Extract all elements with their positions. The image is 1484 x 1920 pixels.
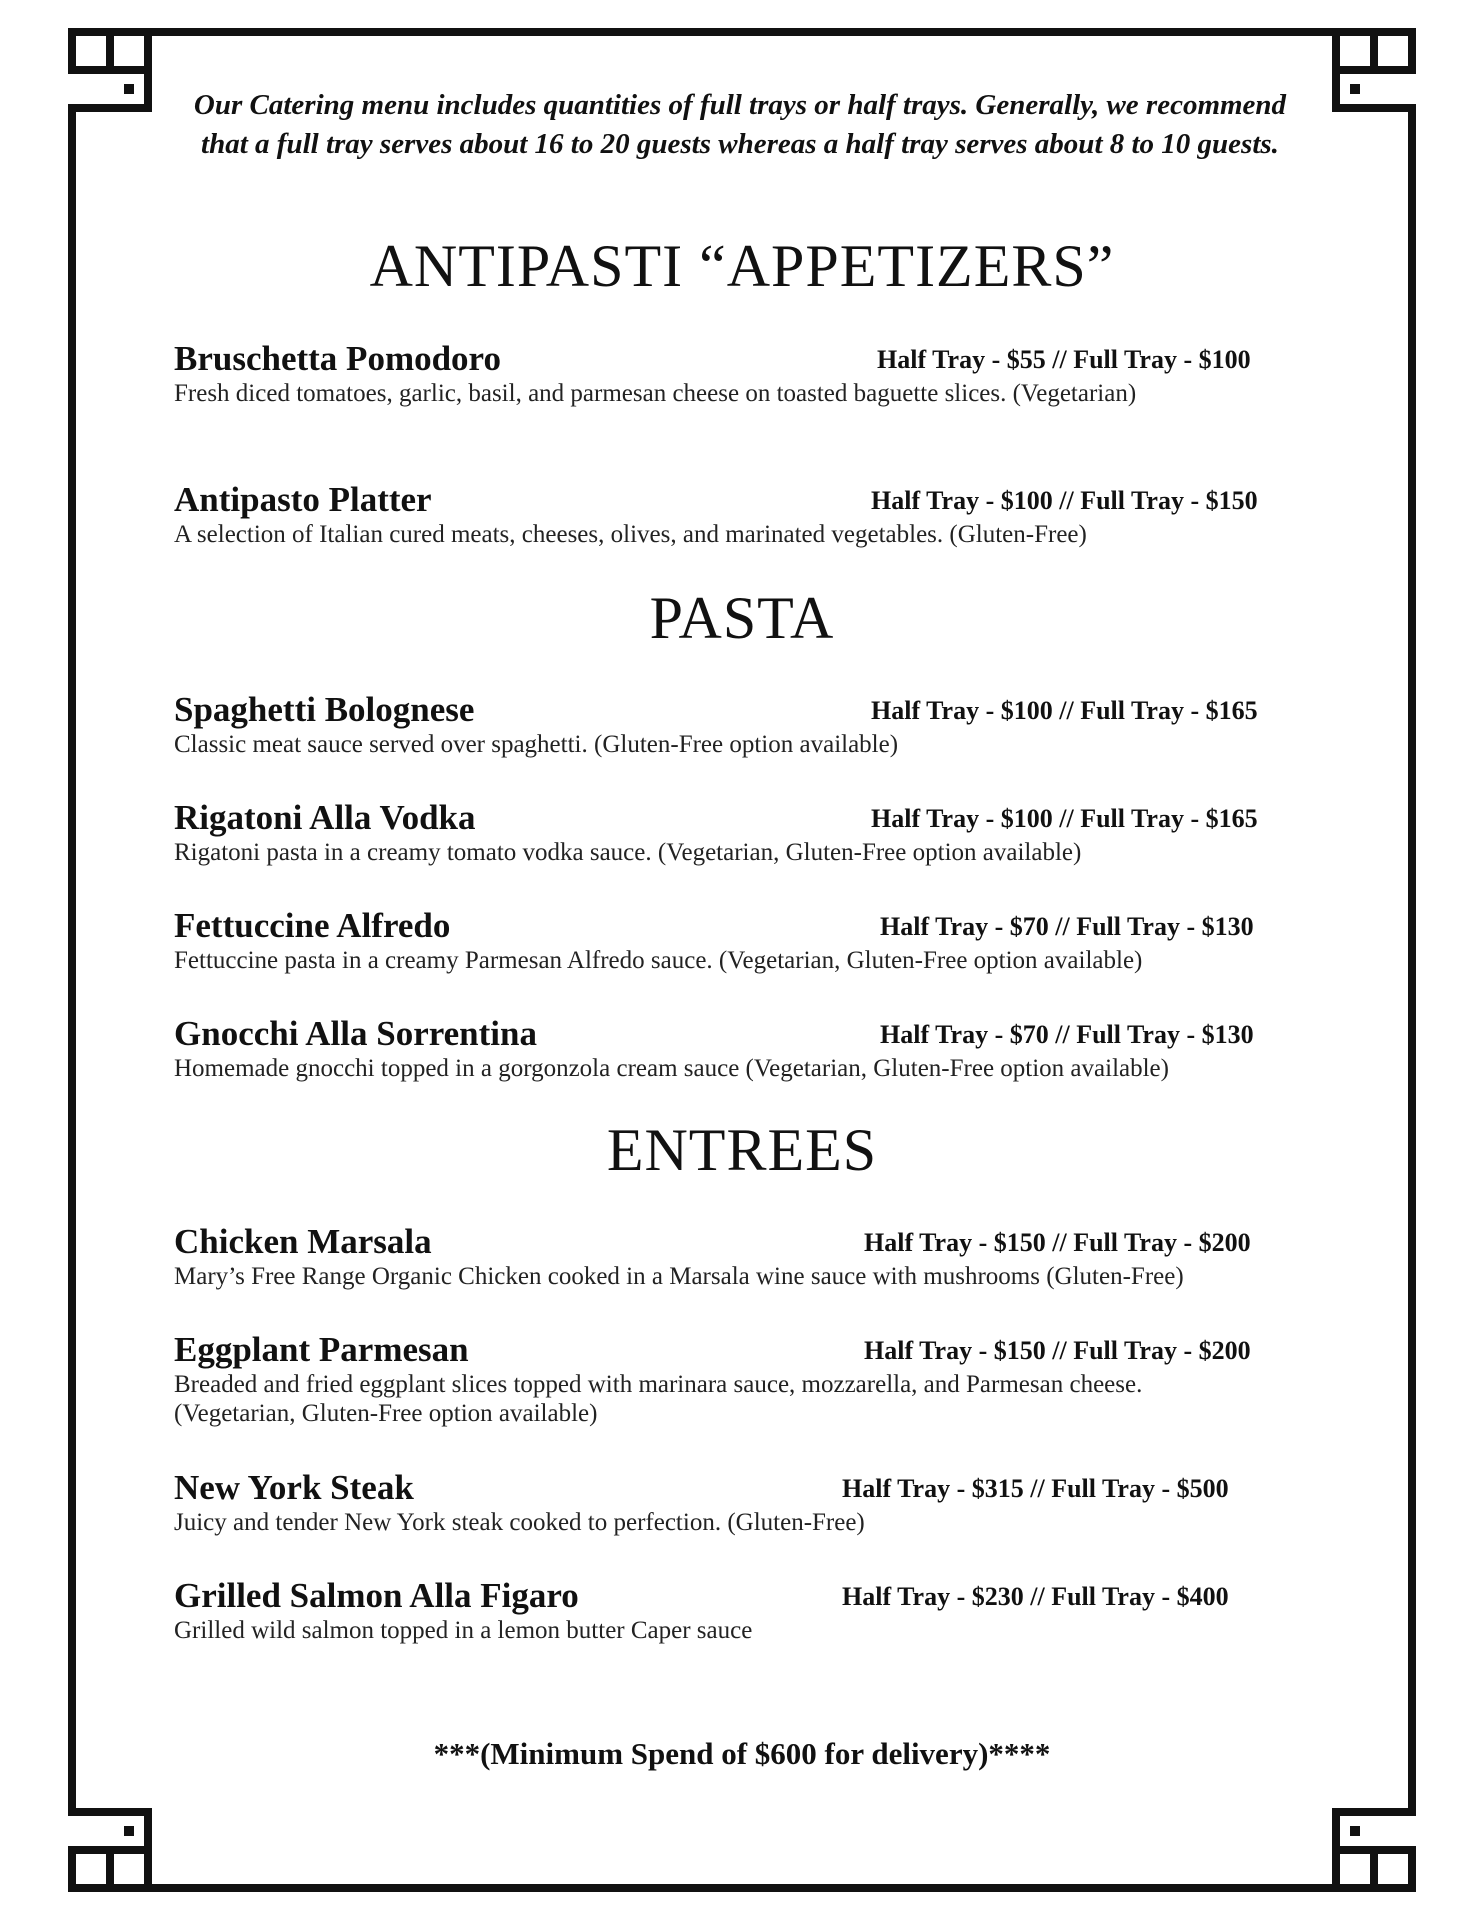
item-description: Juicy and tender New York steak cooked to perfection. (Gluten-Free): [174, 1509, 865, 1536]
corner-dot-top-left: [124, 84, 134, 94]
menu-item: [174, 689, 1324, 760]
menu-item: [174, 1329, 1324, 1429]
item-description: A selection of Italian cured meats, cheeses, olives, and marinated vegetables. (Gluten-Free): [174, 521, 1087, 548]
menu-item: [174, 1221, 1324, 1292]
item-description: Homemade gnocchi topped in a gorgonzola cream sauce (Vegetarian, Gluten-Free option available): [174, 1055, 1169, 1082]
item-name: Chicken Marsala: [174, 1222, 432, 1261]
item-description: Mary’s Free Range Organic Chicken cooked in a Marsala wine sauce with mushrooms (Gluten-Free): [174, 1263, 1184, 1290]
item-price: Half Tray - $100 // Full Tray - $165: [871, 696, 1258, 725]
section-heading-entrees: ENTREES: [606, 1117, 878, 1183]
item-price: Half Tray - $150 // Full Tray - $200: [864, 1336, 1251, 1365]
item-price: Half Tray - $100 // Full Tray - $165: [871, 804, 1258, 833]
section-heading-antipasti: ANTIPASTI “APPETIZERS”: [369, 233, 1115, 299]
item-name: Rigatoni Alla Vodka: [174, 798, 476, 837]
intro-text: Our Catering menu includes quantities of full trays or half trays. Generally, we recommend that a full tray serves about 16 to 20 guests whereas a half tray serves about 8 to 10 guests.: [193, 89, 1287, 160]
corner-ornament-bottom-right: [1336, 1812, 1412, 1888]
menu-item: [174, 1467, 1324, 1538]
item-description: Breaded and fried eggplant slices topped with marinara sauce, mozzarella, and Parmesan cheese.: [174, 1371, 1143, 1398]
item-price: Half Tray - $150 // Full Tray - $200: [864, 1228, 1251, 1257]
item-description: Fettuccine pasta in a creamy Parmesan Alfredo sauce. (Vegetarian, Gluten-Free option available): [174, 947, 1143, 974]
item-name: Fettuccine Alfredo: [174, 906, 451, 945]
corner-dot-bottom-right: [1350, 1826, 1360, 1836]
item-name: Eggplant Parmesan: [174, 1330, 469, 1369]
item-name: Gnocchi Alla Sorrentina: [174, 1014, 537, 1053]
item-description: Classic meat sauce served over spaghetti. (Gluten-Free option available): [174, 731, 899, 758]
menu-item: [174, 479, 1324, 550]
section-heading-pasta: PASTA: [649, 585, 835, 651]
corner-dot-bottom-left: [124, 1826, 134, 1836]
item-description: Rigatoni pasta in a creamy tomato vodka sauce. (Vegetarian, Gluten-Free option available): [174, 839, 1082, 866]
item-name: Antipasto Platter: [174, 480, 432, 519]
item-price: Half Tray - $55 // Full Tray - $100: [877, 345, 1251, 374]
corner-ornament-top-right: [1336, 32, 1412, 108]
corner-ornament-bottom-left: [72, 1812, 148, 1888]
corner-dot-top-right: [1350, 84, 1360, 94]
item-price: Half Tray - $70 // Full Tray - $130: [880, 912, 1254, 941]
menu-item: [174, 905, 1324, 976]
item-description: Fresh diced tomatoes, garlic, basil, and parmesan cheese on toasted baguette slices. (Vegetarian): [174, 380, 1137, 407]
item-price: Half Tray - $230 // Full Tray - $400: [842, 1582, 1229, 1611]
item-name: Spaghetti Bolognese: [174, 690, 475, 729]
menu-item: [174, 1013, 1324, 1084]
minimum-spend-note: ***(Minimum Spend of $600 for delivery)****: [433, 1736, 1051, 1771]
item-price: Half Tray - $100 // Full Tray - $150: [871, 486, 1258, 515]
menu-item: [174, 797, 1324, 868]
item-description-line-2: (Vegetarian, Gluten-Free option available): [174, 1400, 598, 1427]
item-name: Grilled Salmon Alla Figaro: [174, 1576, 579, 1615]
item-price: Half Tray - $70 // Full Tray - $130: [880, 1020, 1254, 1049]
item-description: Grilled wild salmon topped in a lemon butter Caper sauce: [174, 1617, 753, 1644]
item-name: Bruschetta Pomodoro: [174, 339, 501, 378]
menu-item: [174, 1575, 1324, 1646]
item-name: New York Steak: [174, 1468, 414, 1507]
corner-ornament-top-left: [72, 32, 148, 108]
menu-item: [174, 338, 1324, 409]
item-price: Half Tray - $315 // Full Tray - $500: [842, 1474, 1229, 1503]
